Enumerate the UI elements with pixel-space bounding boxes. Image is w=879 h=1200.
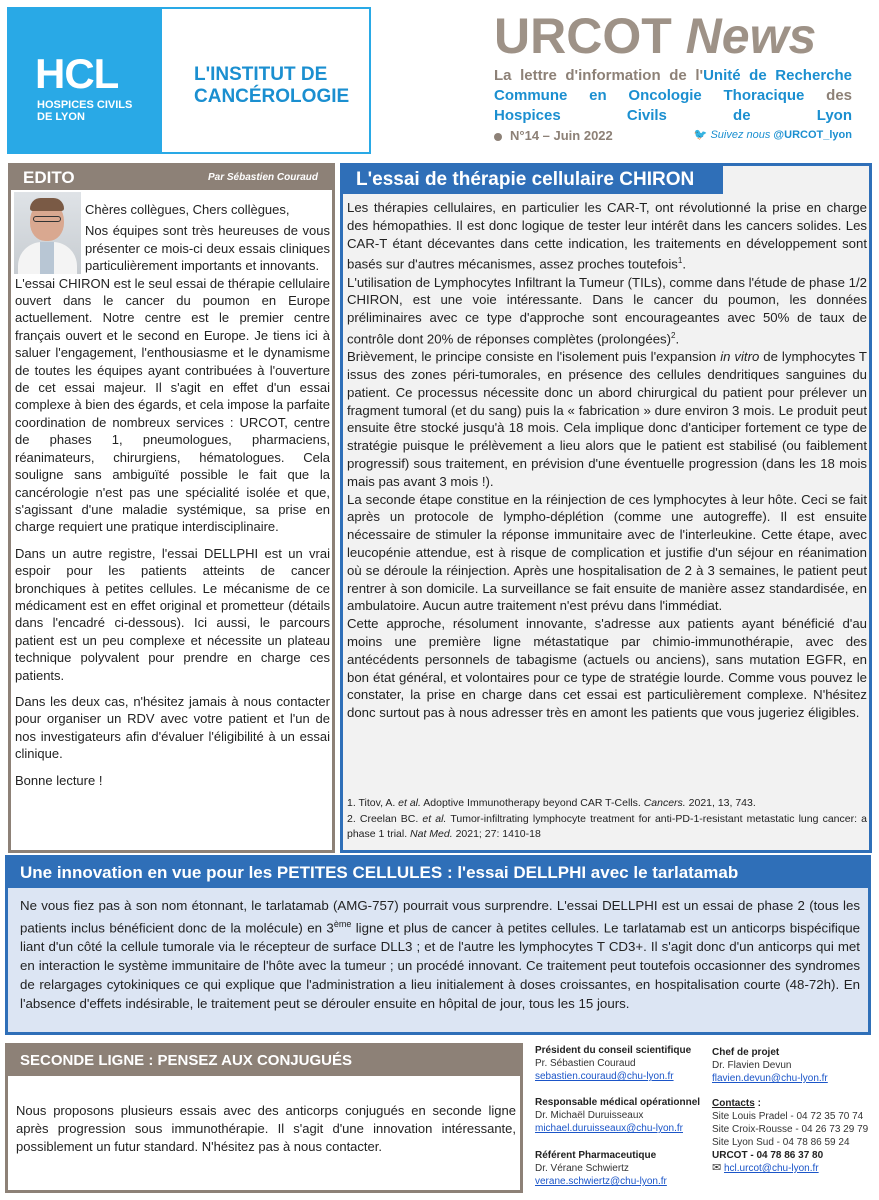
dellphi-text: Ne vous fiez pas à son nom étonnant, le tarlatamab (AMG-757) pourrait vous surprendre. L'essai DELLPHI est un essai de phase 2 (tous les patients inclus bénéficient donc de la molécule) en 3ème ligne et plus de cancer à petites cellules. Le tarlatamab est un anticorps bispécifique liant d'un côté la cellule tumorale via le récepteur de surface DLL3 ; et de l'autre les lymphocytes T CD3+. Il s'agit donc d'un anticorps qui met en interaction le système immunitaire de l'hôte avec la tumeur ; un procédé innovant. Ce traitement peut toutefois occasionner des syndromes de relargages cytokiniques ce qui explique que l'administration a lieu initialement à doses croissantes, en hospitalisation courte (48-72h). En l'absence d'effets indésirable, le traitement peut se dérouler ensuite en hôpital de jour, tous les 15 jours. bbox=[20, 898, 860, 1012]
institut-name: L'INSTITUT DE CANCÉROLOGIE bbox=[194, 64, 350, 107]
issue-row bbox=[494, 128, 852, 144]
edito-greeting: Chères collègues, Chers collègues, bbox=[85, 202, 290, 217]
contact-chef-projet: Chef de projet Dr. Flavien Devun flavien.devun@chu-lyon.fr bbox=[712, 1047, 828, 1084]
edito-section bbox=[8, 163, 335, 853]
edito-paragraph: L'essai CHIRON est le seul essai de thérapie cellulaire ouvert dans le cancer du poumon en Europe actuellement. Notre centre est le premier centre français ouvert et le second en Europe. Je tiens ici à saluer l'engagement, l'enthousiasme et le dynamisme de toutes les équipes ayant contribuées à l'ouverture de cet essai majeur. Il s'agit en effet d'un essai complexe à bien des égards, et cela impose la parfaite coordination de nombreux services : URCOT, centre de phases 1, pneumologues, pharmaciens, réanimateurs, chirurgiens, hématologues. Cela souligne sans ambiguïté possible le fait que la cancérologie n'est pas une spécialité isolée et que, s'agissant d'une maladie systémique, sa prise en charge requiert une pratique interdisciplinaire. bbox=[15, 275, 330, 535]
chiron-paragraph: Cette approche, résolument innovante, s'adresse aux patients ayant bénéficié d'au moins une première ligne métastatique par chimio-immunothérapie, avec des antécédents personnels de tabagisme (actuels ou anciens), sans mutation EGFR, en bon état général, et volontaires pour ce type de stratégie lourde. Comme vous pouvez le constater, la prise en charge dans cet essai est particulièrement complexe. N'hésitez donc surtout pas à nous adresser très en amont les patients que vous jugeriez éligibles. bbox=[347, 616, 867, 721]
chiron-paragraph: L'utilisation de Lymphocytes Infiltrant la Tumeur (TILs), comme dans l'étude de phase 1/2 CHIRON, est une voie intéressante. Dans le cancer du poumon, les données préliminaires avec ce type d'approche sont encourageantes avec 50% de taux de contrôle dont 20% de réponses complètes (prolongées)$^2$. bbox=[347, 274, 867, 347]
newsletter-subtitle: La lettre d'information de l'Unité de Recherche Commune en Oncologie Thoracique des Hospices Civils de Lyon bbox=[494, 67, 853, 124]
edito-text bbox=[15, 201, 330, 789]
seconde-ligne-section bbox=[5, 1043, 523, 1193]
seconde-ligne-header bbox=[8, 1046, 520, 1076]
contact-pharmacien: Référent Pharmaceutique Dr. Vérane Schwiertz verane.schwiertz@chu-lyon.fr bbox=[535, 1150, 667, 1187]
dellphi-section bbox=[5, 855, 871, 1035]
email-link[interactable]: michael.duruisseaux@chu-lyon.fr bbox=[535, 1123, 683, 1134]
edito-paragraph: Dans un autre registre, l'essai DELLPHI est un vrai espoir pour les patients atteints de cancer bronchiques à petites cellules. Le mécanisme de ce médicament est en effet original et prometteur (détails dans l'encadré ci-dessous). Ici aussi, le parcours patient est un peu complexe et nécessite un plateau technique polyvalent pour prendre en charge ces patients. bbox=[15, 545, 330, 683]
chiron-text bbox=[347, 199, 867, 722]
reference-item: 1. Titov, A. et al. Adoptive Immunotherapy beyond CAR T-Cells. Cancers. 2021, 13, 743. bbox=[347, 797, 756, 809]
references bbox=[347, 796, 867, 843]
hcl-logo bbox=[9, 9, 162, 152]
site-phone: Site Lyon Sud - 04 78 86 59 24 bbox=[712, 1137, 850, 1148]
email-link[interactable]: verane.schwiertz@chu-lyon.fr bbox=[535, 1176, 667, 1187]
email-link[interactable]: hcl.urcot@chu-lyon.fr bbox=[724, 1163, 819, 1174]
twitter-bird-icon: 🐦 bbox=[693, 129, 708, 141]
urcot-phone: URCOT - 04 78 86 37 80 bbox=[712, 1150, 824, 1161]
newsletter-title: URCOT News bbox=[494, 8, 817, 64]
contact-president: Président du conseil scientifique Pr. Sébastien Couraud sebastien.couraud@chu-lyon.fr bbox=[535, 1045, 692, 1082]
hcl-logo-subtext: HOSPICES CIVILS DE LYON bbox=[37, 99, 133, 123]
edito-header bbox=[11, 166, 332, 190]
contact-responsable: Responsable médical opérationnel Dr. Michaël Duruisseaux michael.duruisseaux@chu-lyon.fr bbox=[535, 1097, 701, 1134]
envelope-icon: ✉ bbox=[712, 1162, 722, 1174]
seconde-ligne-title: SECONDE LIGNE : PENSEZ AUX CONJUGUÉS bbox=[20, 1052, 352, 1069]
edito-closing: Bonne lecture ! bbox=[15, 772, 103, 788]
email-link[interactable]: flavien.devun@chu-lyon.fr bbox=[712, 1073, 828, 1084]
dellphi-header bbox=[8, 858, 868, 888]
edito-paragraph: Nos équipes sont très heureuses de vous présenter ce mois-ci deux essais cliniques particulièrement importants et innovants. bbox=[85, 223, 330, 274]
seconde-ligne-text: Nous proposons plusieurs essais avec des anticorps conjugués en seconde ligne après progression sous immunothérapie. Il s'agit d'une innovation intéressante, possiblement un futur standard. N'hésitez pas à nous contacter. bbox=[16, 1103, 516, 1154]
dellphi-title: Une innovation en vue pour les PETITES CELLULES : l'essai DELLPHI avec le tarlatamab bbox=[20, 863, 739, 882]
institut-banner bbox=[7, 7, 371, 154]
chiron-paragraph: Les thérapies cellulaires, en particulier les CAR-T, ont révolutionné la prise en charge des hémopathies. Il est donc logique de tester leur intérêt dans les cancers solides. Les CAR-T étant décevantes dans cette indication, les traitements en développement sont basés sur d'autres mécanismes, assez proches toutefois$^1$. bbox=[347, 200, 867, 272]
email-link[interactable]: sebastien.couraud@chu-lyon.fr bbox=[535, 1071, 674, 1082]
chiron-header bbox=[343, 166, 723, 194]
edito-author: Par Sébastien Couraud bbox=[207, 172, 318, 183]
bullet-dot bbox=[494, 133, 502, 141]
site-phone: Site Croix-Rousse - 04 26 73 29 79 bbox=[712, 1124, 869, 1135]
edito-paragraph: Dans les deux cas, n'hésitez jamais à nous contacter pour organiser un RDV avec votre patient et l'un de nos investigateurs afin d'évaluer l'éligibilité à un essai clinique. bbox=[15, 693, 330, 762]
issue-number: N°14 – Juin 2022 bbox=[510, 128, 613, 143]
chiron-paragraph: La seconde étape constitue en la réinjection de ces lymphocytes à leur hôte. Ceci se fait après un protocole de lympho-déplétion (comme une autogreffe). Il est ensuite nécessaire de stimuler la réponse immunitaire avec de l'interleukine. Cette étape, avec leucopénie attendue, est à risque de complication et justifie d'un séjour en réanimation où se déroule la réinjection. Après une hospitalisation de 2 à 3 semaines, le patient peut rentrer à son domicile. La surveillance se fait ensuite de manière assez standardisée, en ambulatoire. Aucun autre traitement n'est prévu dans l'immédiat. bbox=[347, 491, 867, 614]
site-phone: Site Louis Pradel - 04 72 35 70 74 bbox=[712, 1111, 864, 1122]
edito-title: EDITO bbox=[23, 168, 75, 187]
chiron-paragraph: Brièvement, le principe consiste en l'isolement puis l'expansion in vitro de lymphocytes T issus des zones péri-tumorales, en présence des cellules dendritiques sanguines du patient. Ce processus nécessite donc un abord chirurgical du patient pour prélever un fragment tumoral (et du sang) puis la « fabrication » dure environ 3 mois. Le produit peut ensuite être stocké jusqu'à 18 mois. Cela implique donc d'anticiper fortement ce type de stratégie puisque le prélèvement a lieu alors que le patient est stabilisé (ou faiblement progressif) sous traitement, en prévision d'une éventuelle progression (dans les 18 mois mais pas avant 3 mois !). bbox=[347, 349, 867, 489]
contact-list: Contacts : Site Louis Pradel - 04 72 35 70 74 Site Croix-Rousse - 04 26 73 29 79 Site Lyon Sud - 04 78 86 59 24 URCOT - 04 78 86 37 80 ✉ hcl.urcot@chu-lyon.fr bbox=[712, 1098, 869, 1174]
chiron-title: L'essai de thérapie cellulaire CHIRON bbox=[356, 169, 695, 190]
reference-item: 2. Creelan BC. et al. Tumor-infiltrating lymphocyte treatment for anti-PD-1-resistant metastatic lung cancer: a phase 1 trial. Nat Med. 2021; 27: 1410-18 bbox=[347, 812, 867, 840]
chiron-section bbox=[340, 163, 872, 853]
twitter-follow[interactable]: 🐦 Suivez nous @URCOT_lyon bbox=[693, 129, 852, 141]
hcl-logo-text: HCL bbox=[35, 50, 119, 97]
